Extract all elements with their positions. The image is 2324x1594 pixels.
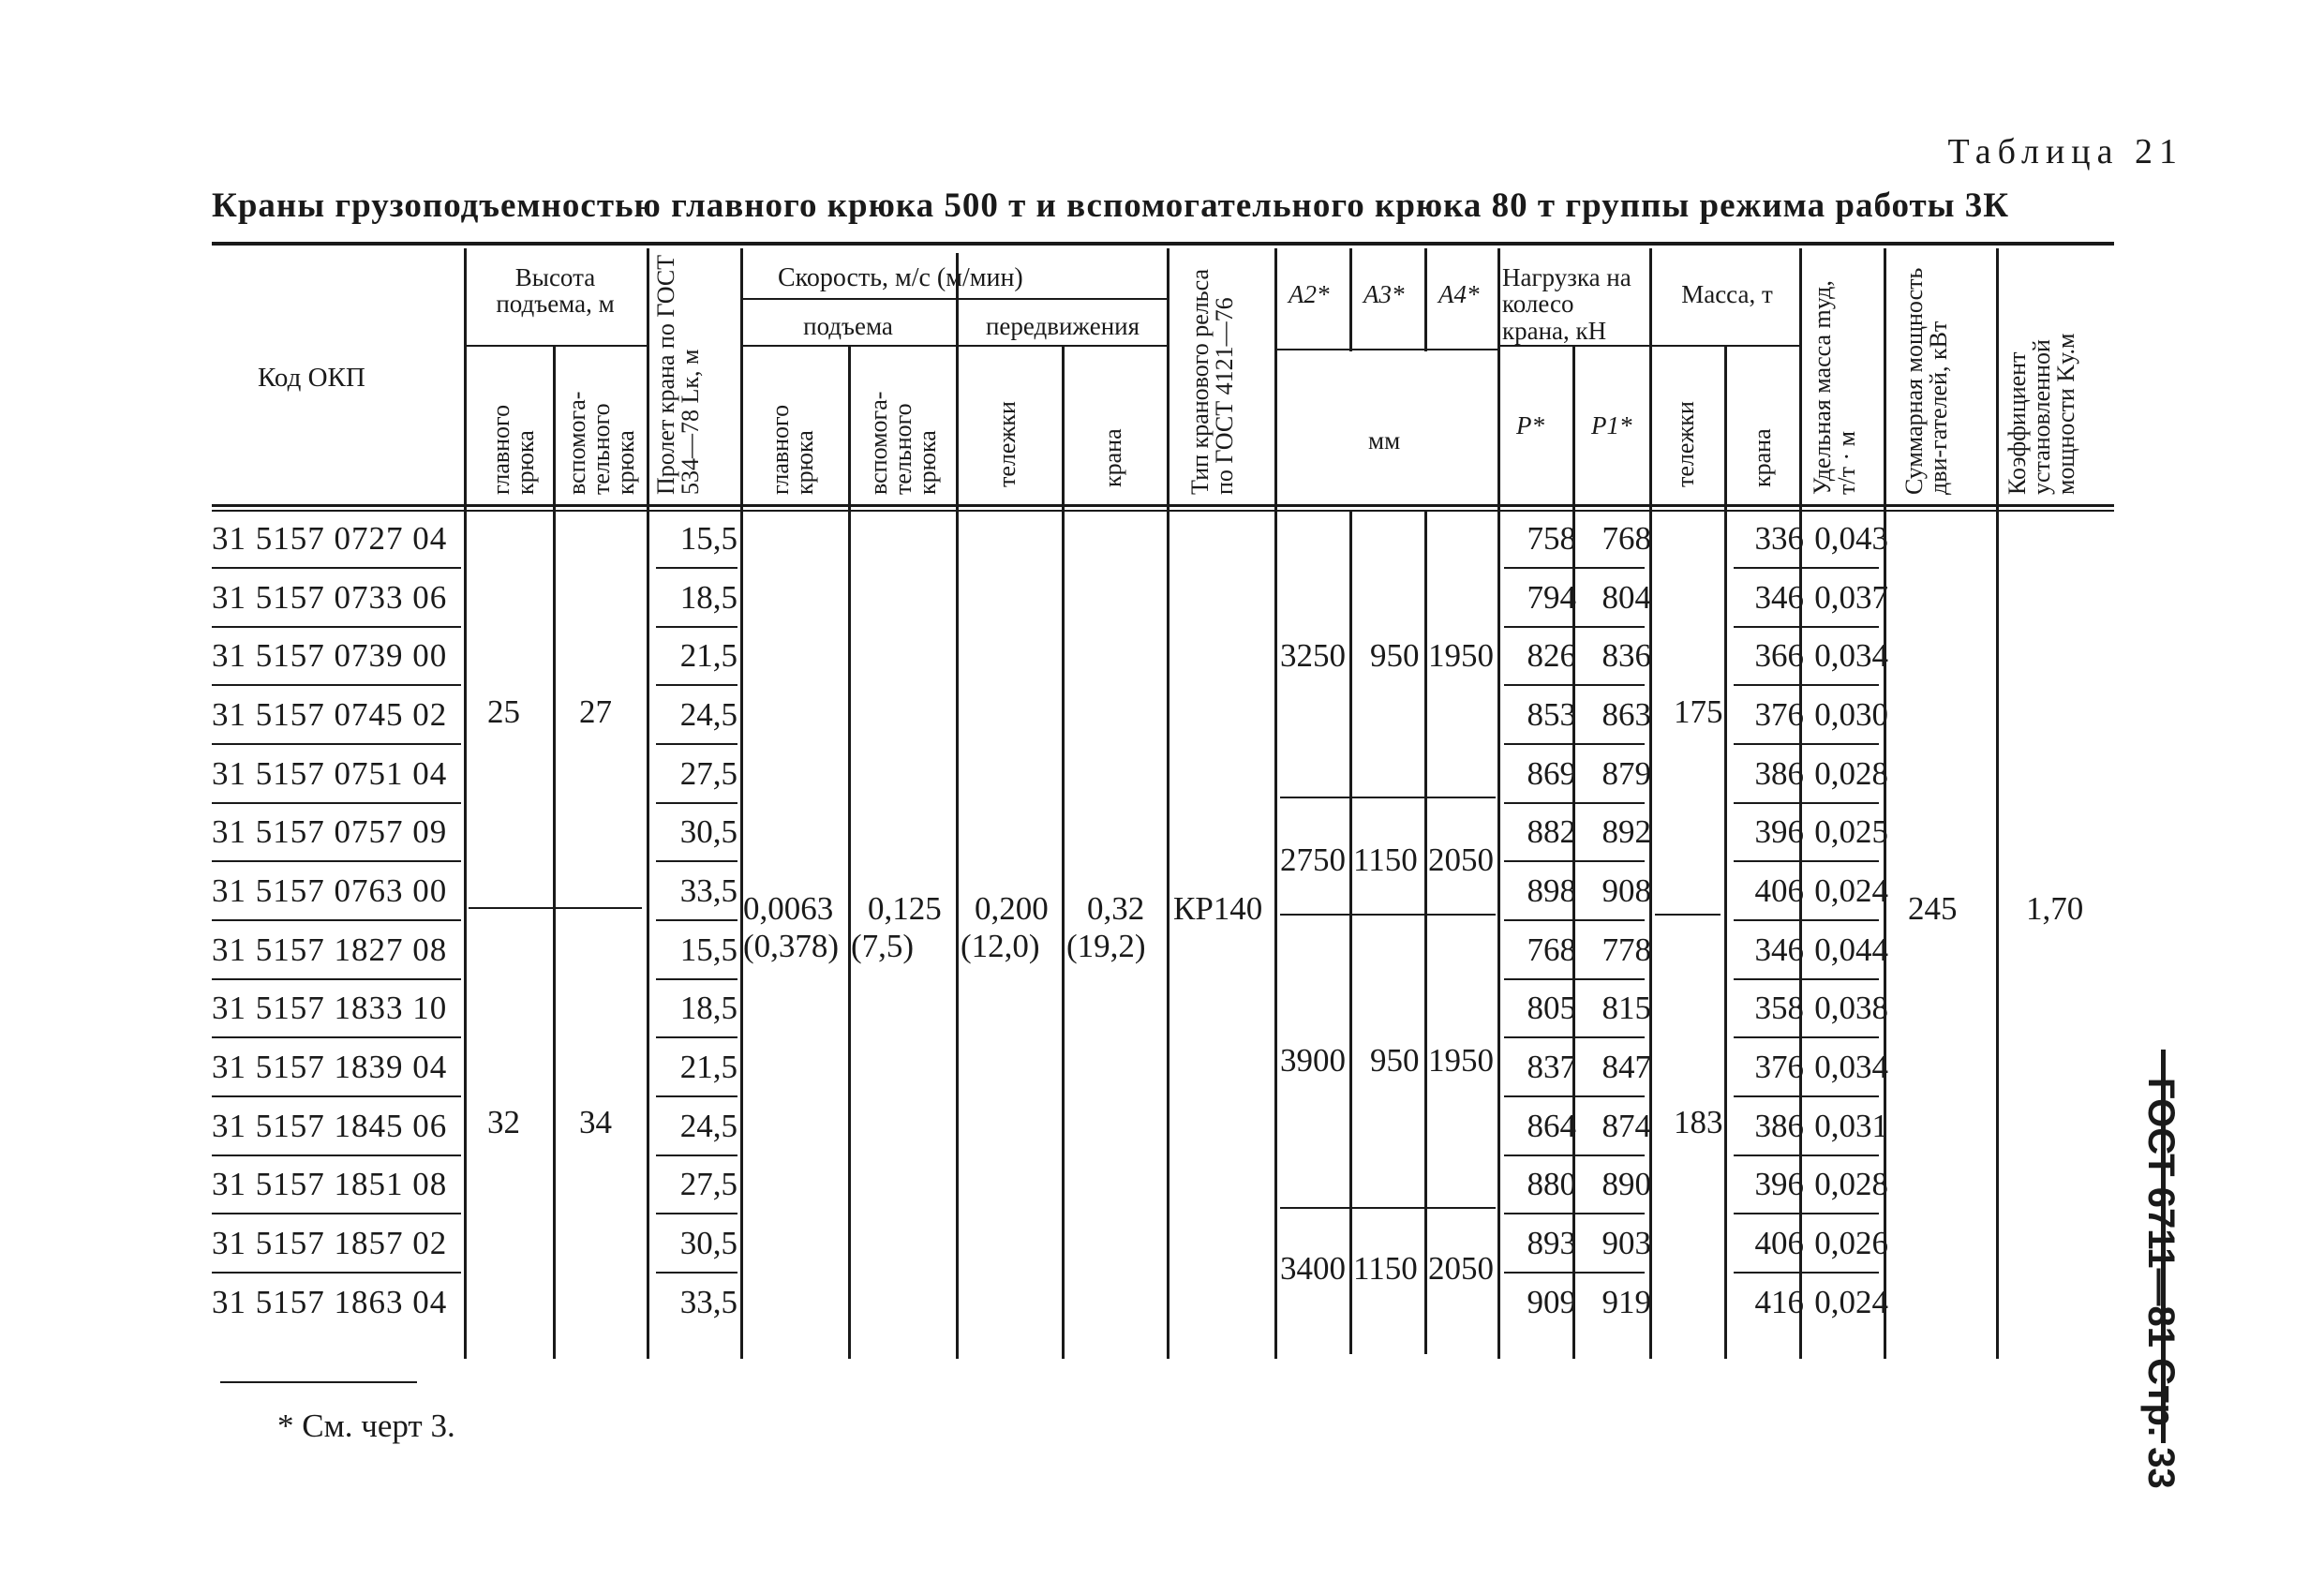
specific-mass-cell: 0,024	[1814, 872, 1888, 909]
p1-cell: 890	[1601, 1166, 1651, 1202]
col-divider	[740, 248, 743, 1359]
lift-aux-group-2: 34	[579, 1104, 612, 1140]
code-cell: 31 5157 0745 02	[212, 696, 448, 733]
header-coef: Коэффициент установленной мощности Kу.м	[2004, 333, 2079, 495]
p1-cell: 847	[1601, 1049, 1651, 1085]
col-divider	[1274, 248, 1277, 1359]
mass-trolley-group-1: 175	[1674, 693, 1723, 730]
footnote: * См. черт 3.	[277, 1408, 455, 1444]
p1-cell: 908	[1601, 872, 1651, 909]
lift-main-group-1: 25	[487, 693, 520, 730]
code-cell: 31 5157 1827 08	[212, 931, 448, 968]
col-divider	[1996, 248, 1999, 1359]
mass-cell: 366	[1754, 637, 1804, 674]
code-cell: 31 5157 0727 04	[212, 520, 448, 557]
mass-cell: 386	[1754, 1108, 1804, 1144]
header-speed-lift-aux: вспомога-тельного крюка	[865, 391, 941, 495]
p1-cell: 863	[1601, 696, 1651, 733]
header-specific-mass: Удельная масса mуд, т/т · м	[1809, 280, 1860, 495]
col-divider	[1497, 248, 1500, 1359]
specific-mass-cell: 0,044	[1814, 931, 1888, 968]
specific-mass-cell: 0,028	[1814, 755, 1888, 792]
specific-mass-cell: 0,024	[1814, 1284, 1888, 1320]
p-cell: 794	[1527, 579, 1576, 616]
speed-lift-aux: 0,125	[868, 890, 942, 927]
mass-cell: 416	[1754, 1284, 1804, 1320]
col-divider	[1167, 248, 1169, 1359]
header-lift-height: Высота подъема, м	[496, 263, 615, 319]
span-cell: 24,5	[679, 696, 737, 733]
span-cell: 27,5	[679, 1166, 737, 1202]
specific-mass-cell: 0,025	[1814, 813, 1888, 850]
p-cell: 853	[1527, 696, 1576, 733]
mass-cell: 346	[1754, 579, 1804, 616]
header-speed-trolley: тележки	[993, 401, 1020, 487]
a3-group-2: 1150	[1353, 842, 1418, 878]
p-cell: 882	[1527, 813, 1576, 850]
col-divider	[1724, 347, 1727, 1359]
span-cell: 30,5	[679, 1225, 737, 1261]
col-divider	[956, 253, 959, 1359]
header-wheel-load: Нагрузка на колесо крана, кН	[1502, 263, 1631, 345]
header-power: Суммарная мощность дви-гателей, кВт	[1900, 267, 1952, 495]
rail-type: КР140	[1173, 890, 1263, 927]
header-subrule	[1497, 345, 1649, 347]
mass-cell: 376	[1754, 696, 1804, 733]
specific-mass-cell: 0,030	[1814, 696, 1888, 733]
a2-group-2: 2750	[1280, 842, 1346, 878]
col-divider	[647, 248, 649, 1359]
specific-mass-cell: 0,034	[1814, 637, 1888, 674]
p-cell: 898	[1527, 872, 1576, 909]
code-cell: 31 5157 0733 06	[212, 579, 448, 616]
mass-cell: 396	[1754, 1166, 1804, 1202]
header-speed-lift: подъема	[803, 312, 893, 340]
p1-cell: 768	[1601, 520, 1651, 557]
code-cell: 31 5157 1839 04	[212, 1049, 448, 1085]
p1-cell: 804	[1601, 579, 1651, 616]
span-cell: 33,5	[679, 872, 737, 909]
a3-group-1: 950	[1370, 637, 1420, 674]
page-header-side: ГОСТ 6711—81 Стр. 33	[2140, 1078, 2182, 1489]
header-speed-travel: передвижения	[985, 312, 1140, 340]
a3-group-4: 1150	[1353, 1250, 1418, 1287]
header-speed-crane: крана	[1099, 428, 1126, 487]
mass-cell: 396	[1754, 813, 1804, 850]
code-cell: 31 5157 0751 04	[212, 755, 448, 792]
code-cell: 31 5157 1857 02	[212, 1225, 448, 1261]
speed-crane-mpm: (19,2)	[1066, 928, 1146, 964]
table-top-rule	[212, 242, 2114, 246]
p-cell: 826	[1527, 637, 1576, 674]
span-cell: 27,5	[679, 755, 737, 792]
header-bottom-rule	[212, 504, 2114, 507]
footnote-rule	[220, 1381, 417, 1383]
a2-group-4: 3400	[1280, 1250, 1346, 1287]
coef-value: 1,70	[2026, 890, 2084, 927]
header-speed: Скорость, м/с (м/мин)	[778, 263, 1023, 292]
header-a2: A2*	[1289, 280, 1330, 308]
header-mass: Масса, т	[1681, 280, 1773, 308]
p-cell: 837	[1527, 1049, 1576, 1085]
header-subrule	[740, 298, 1167, 300]
col-divider	[1349, 248, 1352, 351]
header-p1: P1*	[1591, 411, 1632, 439]
table-number: Таблица 21	[1947, 132, 2183, 171]
speed-crane: 0,32	[1087, 890, 1145, 927]
col-divider	[1572, 347, 1575, 1359]
mass-cell: 386	[1754, 755, 1804, 792]
a4-group-3: 1950	[1428, 1042, 1494, 1079]
mass-cell: 406	[1754, 872, 1804, 909]
span-cell: 15,5	[679, 520, 737, 557]
a4-group-4: 2050	[1428, 1250, 1494, 1287]
col-divider	[1424, 248, 1427, 351]
header-bottom-rule-2	[212, 510, 2114, 512]
p-cell: 909	[1527, 1284, 1576, 1320]
p-cell: 880	[1527, 1166, 1576, 1202]
speed-trolley-mpm: (12,0)	[961, 928, 1040, 964]
span-cell: 18,5	[679, 990, 737, 1026]
header-subrule	[1274, 349, 1497, 350]
speed-lift-main-mpm: (0,378)	[743, 928, 840, 964]
header-a3: A3*	[1363, 280, 1405, 308]
span-cell: 18,5	[679, 579, 737, 616]
col-divider	[1062, 347, 1065, 1359]
col-divider	[1349, 511, 1352, 1354]
p-cell: 864	[1527, 1108, 1576, 1144]
header-rail: Тип кранового рельса по ГОСТ 4121—76	[1186, 268, 1238, 495]
mass-cell: 406	[1754, 1225, 1804, 1261]
span-cell: 33,5	[679, 1284, 737, 1320]
mass-cell: 346	[1754, 931, 1804, 968]
p-cell: 805	[1527, 990, 1576, 1026]
span-cell: 21,5	[679, 1049, 737, 1085]
speed-lift-main: 0,0063	[743, 890, 834, 927]
col-divider	[848, 347, 851, 1359]
p1-cell: 879	[1601, 755, 1651, 792]
code-cell: 31 5157 1851 08	[212, 1166, 448, 1202]
p1-cell: 815	[1601, 990, 1651, 1026]
specific-mass-cell: 0,026	[1814, 1225, 1888, 1261]
specific-mass-cell: 0,043	[1814, 520, 1888, 557]
power-value: 245	[1908, 890, 1958, 927]
span-cell: 21,5	[679, 637, 737, 674]
a3-group-3: 950	[1370, 1042, 1420, 1079]
a2-group-1: 3250	[1280, 637, 1346, 674]
code-cell: 31 5157 0739 00	[212, 637, 448, 674]
lift-aux-group-1: 27	[579, 693, 612, 730]
span-cell: 24,5	[679, 1108, 737, 1144]
p1-cell: 874	[1601, 1108, 1651, 1144]
specific-mass-cell: 0,034	[1814, 1049, 1888, 1085]
header-mass-crane: крана	[1749, 428, 1776, 487]
span-cell: 30,5	[679, 813, 737, 850]
code-cell: 31 5157 0763 00	[212, 872, 448, 909]
specific-mass-cell: 0,028	[1814, 1166, 1888, 1202]
mass-cell: 358	[1754, 990, 1804, 1026]
a4-group-1: 1950	[1428, 637, 1494, 674]
header-subrule	[464, 345, 647, 347]
code-cell: 31 5157 1833 10	[212, 990, 448, 1026]
header-lift-main: главного крюка	[487, 404, 539, 495]
span-cell: 15,5	[679, 931, 737, 968]
col-divider	[464, 248, 467, 1359]
header-speed-lift-main: главного крюка	[767, 404, 818, 495]
lift-main-group-2: 32	[487, 1104, 520, 1140]
header-code: Код ОКП	[258, 363, 365, 393]
p1-cell: 836	[1601, 637, 1651, 674]
p1-cell: 892	[1601, 813, 1651, 850]
a2-group-3: 3900	[1280, 1042, 1346, 1079]
p-cell: 758	[1527, 520, 1576, 557]
p-cell: 893	[1527, 1225, 1576, 1261]
p1-cell: 919	[1601, 1284, 1651, 1320]
col-divider	[1424, 511, 1427, 1354]
code-cell: 31 5157 1845 06	[212, 1108, 448, 1144]
specific-mass-cell: 0,031	[1814, 1108, 1888, 1144]
mass-cell: 336	[1754, 520, 1804, 557]
p-cell: 768	[1527, 931, 1576, 968]
specific-mass-cell: 0,037	[1814, 579, 1888, 616]
p1-cell: 903	[1601, 1225, 1651, 1261]
header-p: P*	[1516, 411, 1544, 439]
mass-cell: 376	[1754, 1049, 1804, 1085]
speed-trolley: 0,200	[975, 890, 1049, 927]
header-span: Пролет крана по ГОСТ 534—78 Lк, м	[652, 254, 704, 495]
speed-lift-aux-mpm: (7,5)	[851, 928, 915, 964]
p1-cell: 778	[1601, 931, 1651, 968]
code-cell: 31 5157 0757 09	[212, 813, 448, 850]
header-subrule	[1649, 345, 1799, 347]
header-a4: A4*	[1438, 280, 1480, 308]
col-divider	[553, 347, 556, 1359]
specific-mass-cell: 0,038	[1814, 990, 1888, 1026]
header-lift-aux: вспомога-тельного крюка	[563, 391, 639, 495]
a4-group-2: 2050	[1428, 842, 1494, 878]
header-mass-trolley: тележки	[1672, 401, 1699, 487]
p-cell: 869	[1527, 755, 1576, 792]
table-title: Краны грузоподъемностью главного крюка 500 т и вспомогательного крюка 80 т группы режима работы 3К	[212, 186, 2010, 225]
code-cell: 31 5157 1863 04	[212, 1284, 448, 1320]
header-mm: мм	[1368, 426, 1401, 454]
mass-trolley-group-2: 183	[1674, 1104, 1723, 1140]
